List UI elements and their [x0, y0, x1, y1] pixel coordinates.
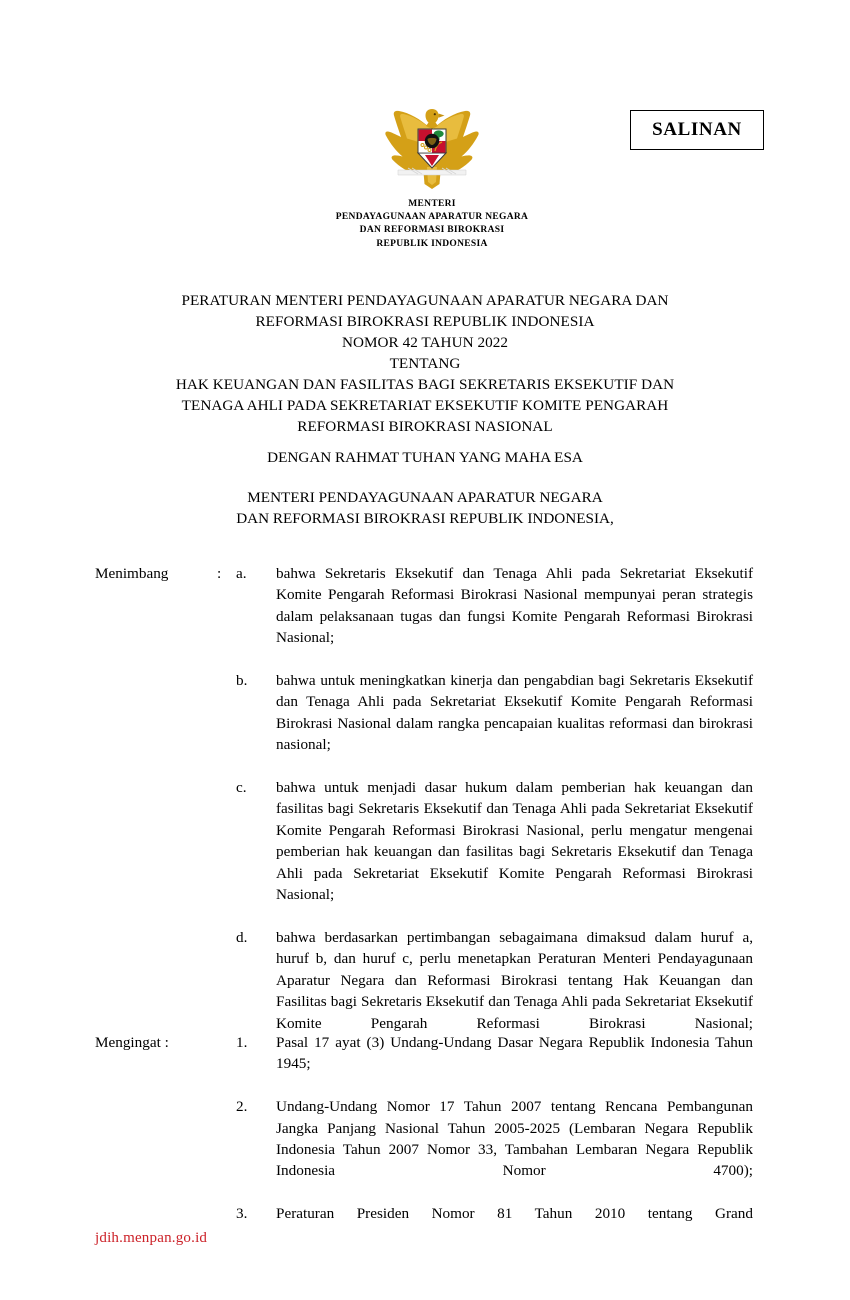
menimbang-text: bahwa Sekretaris Eksekutif dan Tenaga Ahli pada Sekretariat Eksekutif Komite Pengarah Reformasi Birokrasi Nasional mempunyai peran strategis dalam pelaksanaan tugas dan fungsi Komite Pengarah Reformasi Birokrasi Nasional; [276, 565, 753, 647]
title-line: PERATURAN MENTERI PENDAYAGUNAAN APARATUR NEGARA DAN [181, 292, 669, 309]
title-line-tentang: TENTANG [389, 355, 461, 372]
menimbang-marker: b. [236, 672, 248, 690]
menimbang-section [95, 563, 775, 1055]
menimbang-label: Menimbang [95, 565, 169, 582]
regulation-title [95, 290, 755, 437]
mengingat-item [95, 1032, 753, 1096]
mengingat-marker: 2. [236, 1098, 248, 1116]
mengingat-label: Mengingat : [95, 1034, 169, 1051]
issuing-authority [95, 487, 755, 529]
authority-line: MENTERI PENDAYAGUNAAN APARATUR NEGARA [247, 489, 603, 506]
ministry-line: PENDAYAGUNAAN APARATUR NEGARA [335, 212, 529, 223]
menimbang-marker: c. [236, 779, 247, 797]
ministry-line: REPUBLIK INDONESIA [376, 238, 488, 249]
title-line: TENAGA AHLI PADA SEKRETARIAT EKSEKUTIF KOMITE PENGARAH [181, 397, 669, 414]
title-line: REFORMASI BIROKRASI NASIONAL [297, 418, 553, 435]
ministry-line: DAN REFORMASI BIROKRASI [359, 225, 505, 236]
ministry-line: MENTERI [408, 199, 456, 209]
mengingat-section [95, 1032, 775, 1246]
menimbang-text: bahwa berdasarkan pertimbangan sebagaimana dimaksud dalam huruf a, huruf b, dan huruf c, perlu menetapkan Peraturan Menteri Pendayagunaan Aparatur Negara dan Reformasi Birokrasi tentang Hak Keuangan dan Fasilitas bagi Sekretaris Eksekutif dan Tenaga Ahli pada Sekretariat Eksekutif Komite Pengarah Reformasi Birokrasi Nasional; [276, 928, 753, 1032]
menimbang-item [95, 563, 753, 670]
mengingat-text: Pasal 17 ayat (3) Undang-Undang Dasar Negara Republik Indonesia Tahun 1945; [276, 1034, 753, 1073]
menimbang-marker: d. [236, 928, 248, 946]
title-line: REFORMASI BIROKRASI REPUBLIK INDONESIA [255, 313, 595, 330]
garuda-pancasila-emblem [382, 100, 482, 192]
menimbang-item [95, 670, 753, 777]
authority-line: DAN REFORMASI BIROKRASI REPUBLIK INDONESIA, [236, 510, 614, 527]
invocation-text: DENGAN RAHMAT TUHAN YANG MAHA ESA [267, 449, 583, 466]
menimbang-item [95, 777, 753, 927]
mengingat-marker: 1. [236, 1034, 248, 1051]
jdih-watermark: jdih.menpan.go.id [95, 1230, 208, 1246]
menimbang-text: bahwa untuk menjadi dasar hukum dalam pemberian hak keuangan dan fasilitas bagi Sekretaris Eksekutif dan Tenaga Ahli pada Sekretariat Eksekutif Komite Pengarah Reformasi Birokrasi Nasional, perlu mengatur mengenai pemberian hak keuangan dan fasilitas bagi Sekretaris Eksekutif dan Tenaga Ahli pada Sekretariat Eksekutif Komite Pengarah Reformasi Birokrasi Nasional; [276, 779, 753, 904]
mengingat-item [95, 1096, 753, 1203]
menimbang-marker: a. [236, 565, 247, 582]
mengingat-text: Undang-Undang Nomor 17 Tahun 2007 tentang Rencana Pembangunan Jangka Panjang Nasional Tahun 2005-2025 (Lembaran Negara Republik Indonesia Tahun 2007 Nomor 33, Tambahan Lembaran Negara Republik Indonesia Nomor 4700); [276, 1098, 753, 1180]
mengingat-text: Peraturan Presiden Nomor 81 Tahun 2010 tentang Grand [276, 1205, 753, 1223]
mengingat-marker: 3. [236, 1205, 248, 1223]
menimbang-text: bahwa untuk meningkatkan kinerja dan pengabdian bagi Sekretaris Eksekutif dan Tenaga Ahli pada Sekretariat Eksekutif Komite Pengarah Reformasi Birokrasi Nasional dalam rangka pencapaian kualitas reformasi dan birokrasi nasional; [276, 672, 753, 754]
salinan-stamp [630, 110, 764, 150]
menimbang-colon: : [217, 565, 222, 582]
title-line: HAK KEUANGAN DAN FASILITAS BAGI SEKRETARIS EKSEKUTIF DAN [175, 376, 675, 393]
salinan-label: SALINAN [652, 119, 742, 140]
ministry-name-block [232, 198, 632, 251]
title-line-number: NOMOR 42 TAHUN 2022 [341, 334, 509, 351]
